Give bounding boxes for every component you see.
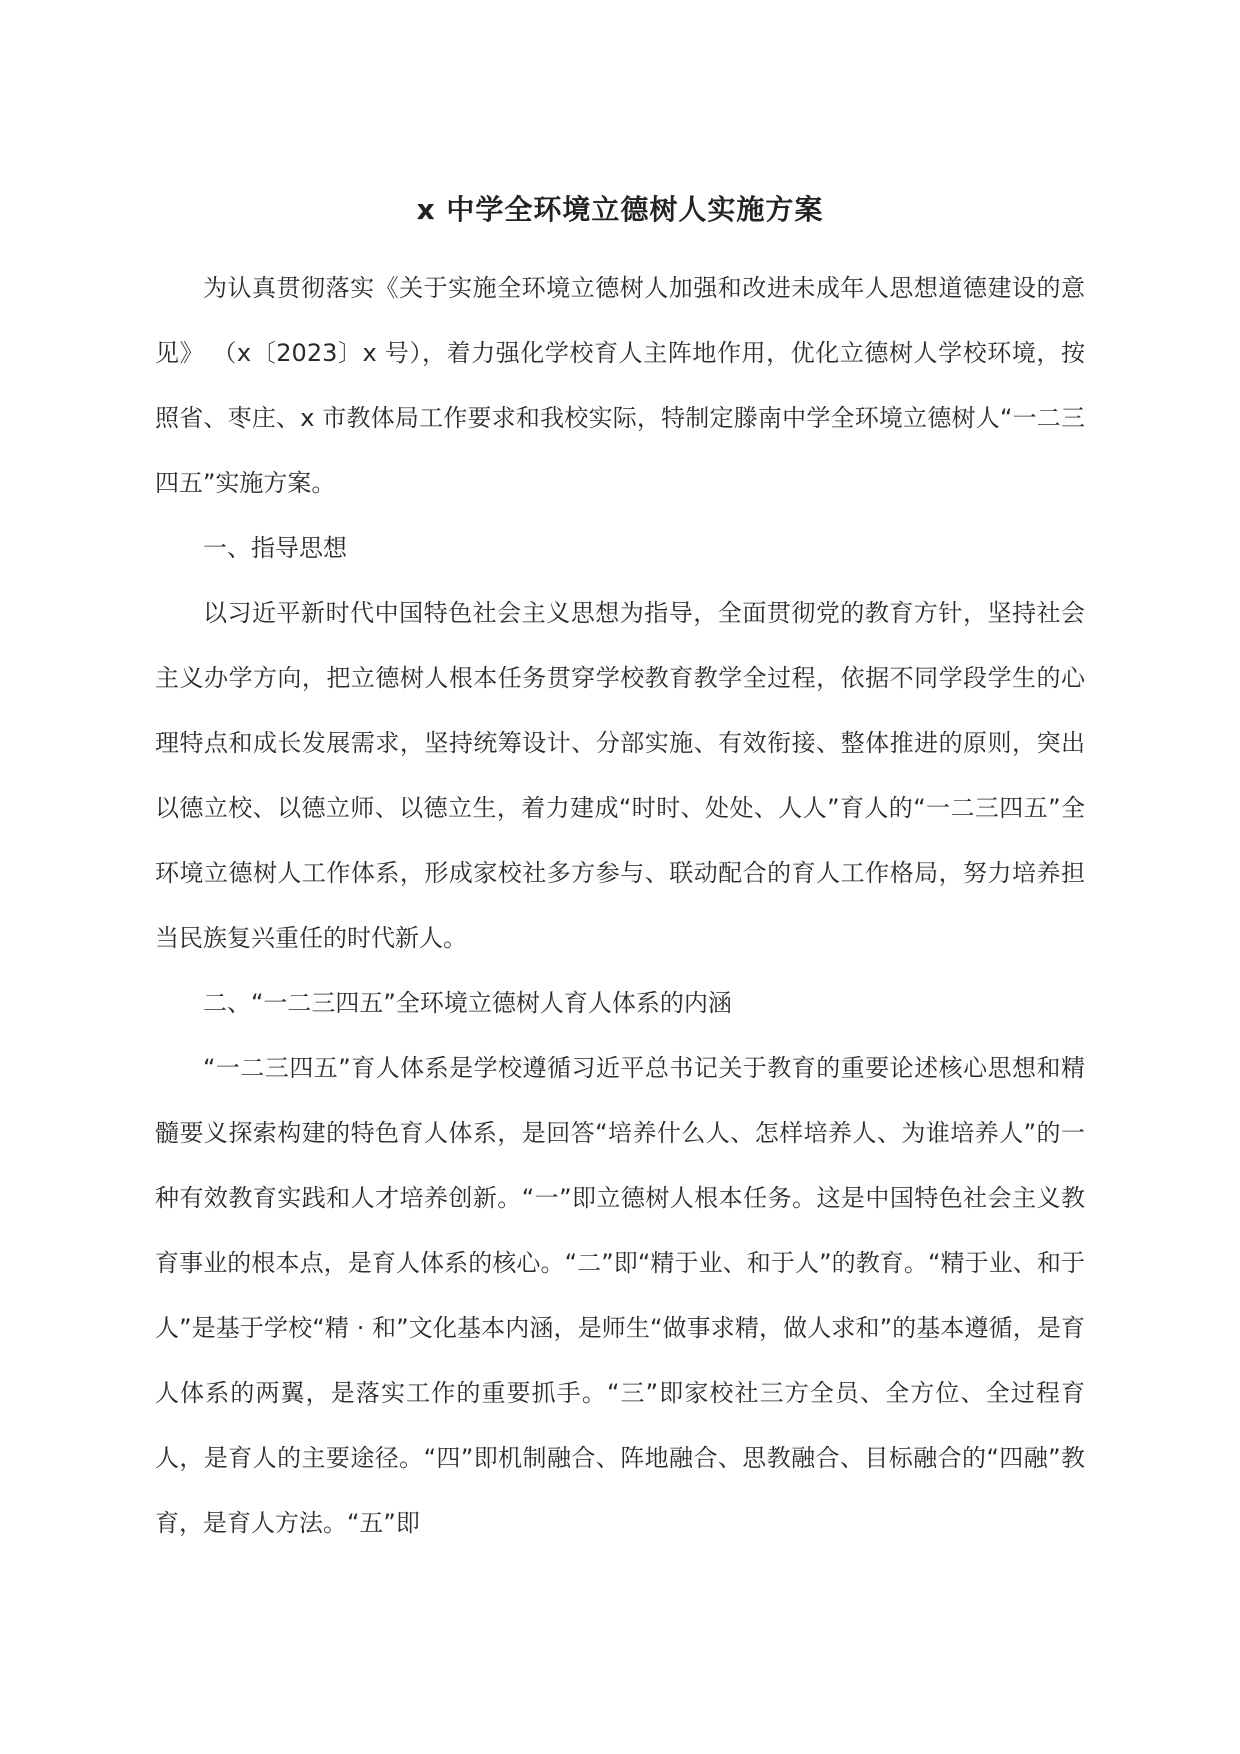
section-heading-guiding-ideology: 一、指导思想: [203, 534, 347, 562]
document-body: [155, 256, 1085, 1556]
document-title: x 中学全环境立德树人实施方案: [416, 193, 824, 226]
guiding-ideology-paragraph: 以习近平新时代中国特色社会主义思想为指导，全面贯彻党的教育方针，坚持社会主义办学方向，把立德树人根本任务贯穿学校教育教学全过程，依据不同学段学生的心理特点和成长发展需求，坚持统筹设计、分部实施、有效衔接、整体推进的原则，突出以德立校、以德立师、以德立生，着力建成“时时、处处、人人”育人的“一二三四五”全环境立德树人工作体系，形成家校社多方参与、联动配合的育人工作格局，努力培养担当民族复兴重任的时代新人。: [155, 599, 1085, 952]
intro-paragraph: 为认真贯彻落实《关于实施全环境立德树人加强和改进未成年人思想道德建设的意见》 （x〔2023〕x 号），着力强化学校育人主阵地作用，优化立德树人学校环境，按照省、枣庄、x 市教体局工作要求和我校实际，特制定滕南中学全环境立德树人“一二三四五”实施方案。: [155, 274, 1085, 497]
system-connotation-paragraph: “一二三四五”育人体系是学校遵循习近平总书记关于教育的重要论述核心思想和精髓要义探索构建的特色育人体系，是回答“培养什么人、怎样培养人、为谁培养人”的一种有效教育实践和人才培养创新。“一”即立德树人根本任务。这是中国特色社会主义教育事业的根本点，是育人体系的核心。“二”即“精于业、和于人”的教育。“精于业、和于人”是基于学校“精 · 和”文化基本内涵，是师生“做事求精，做人求和”的基本遵循，是育人体系的两翼，是落实工作的重要抓手。“三”即家校社三方全员、全方位、全过程育人，是育人的主要途径。“四”即机制融合、阵地融合、思教融合、目标融合的“四融”教育，是育人方法。“五”即: [155, 1054, 1085, 1537]
section-heading-system-connotation: 二、“一二三四五”全环境立德树人育人体系的内涵: [203, 989, 732, 1017]
